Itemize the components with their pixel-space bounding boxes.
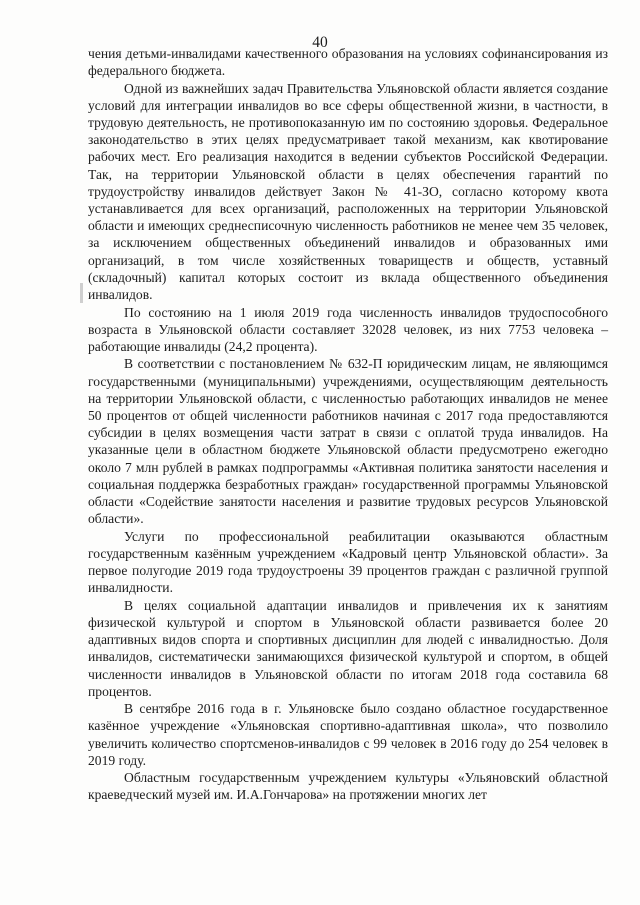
paragraph: Одной из важнейших задач Правительства Ульяновской области является создание условий для интеграции инвалидов во все сферы общественной жизни, в частности, в трудовую деятельность, не противопоказанную им по состоянию здоровья. Федеральное законодательство в этих целях предусматривает такой механизм, как квотирование рабочих мест. Его реализация находится в ведении субъектов Российской Федерации. Так, на территории Ульяновской области в целях обеспечения гарантий по трудоустройству инвалидов действует Закон № 41-ЗО, согласно которому квота устанавливается для всех организаций, расположенных на территории Ульяновской области и имеющих среднесписочную численность работников не менее чем 35 человек, за исключением общественных объединений инвалидов и образованных ими организаций, в том числе хозяйственных товариществ и обществ, уставный (складочный) капитал которых состоит из вклада общественного объединения инвалидов. (88, 80, 608, 303)
scan-edge-mark (80, 283, 83, 303)
paragraph: Услуги по профессиональной реабилитации оказываются областным государственным казённым учреждением «Кадровый центр Ульяновской области». За первое полугодие 2019 года трудоустроены 39 процентов граждан с различной группой инвалидности. (88, 528, 608, 596)
paragraph: В целях социальной адаптации инвалидов и привлечения их к занятиям физической культурой и спортом в Ульяновской области развивается более 20 адаптивных видов спорта и спортивных дисциплин для людей с инвалидностью. Доля инвалидов, систематически занимающихся физической культурой и спортом, в общей численности инвалидов в Ульяновской области по итогам 2018 года составила 68 процентов. (88, 597, 608, 699)
body-text (88, 45, 608, 804)
paragraph: По состоянию на 1 июля 2019 года численность инвалидов трудоспособного возраста в Ульяновской области составляет 32028 человек, из них 7753 человека – работающие инвалиды (24,2 процента). (88, 304, 608, 354)
paragraph: В соответствии с постановлением № 632-П юридическим лицам, не являющимся государственными (муниципальными) учреждениями, осуществляющим деятельность на территории Ульяновской области, с численностью работающих инвалидов не менее 50 процентов от общей численности работников начиная с 2017 года предоставляются субсидии в целях возмещения части затрат в связи с оплатой труда инвалидов. На указанные цели в областном бюджете Ульяновской области предусмотрено ежегодно около 7 млн рублей в рамках подпрограммы «Активная политика занятости населения и социальная поддержка безработных граждан» государственной программы Ульяновской области «Содействие занятости населения и развитие трудовых ресурсов Ульяновской области». (88, 356, 608, 527)
paragraph: В сентябре 2016 года в г. Ульяновске было создано областное государственное казённое учреждение «Ульяновская спортивно-адаптивная школа», что позволило увеличить количество спортсменов-инвалидов с 99 человек в 2016 году до 254 человек в 2019 году. (88, 701, 608, 768)
page-number: 40 (312, 34, 328, 51)
paragraph: Областным государственным учреждением культуры «Ульяновский областной краеведческий музей им. И.А.Гончарова» на протяжении многих лет (88, 770, 608, 803)
paragraph: чения детьми-инвалидами качественного образования на условиях софинансирования из федерального бюджета. (88, 46, 608, 79)
